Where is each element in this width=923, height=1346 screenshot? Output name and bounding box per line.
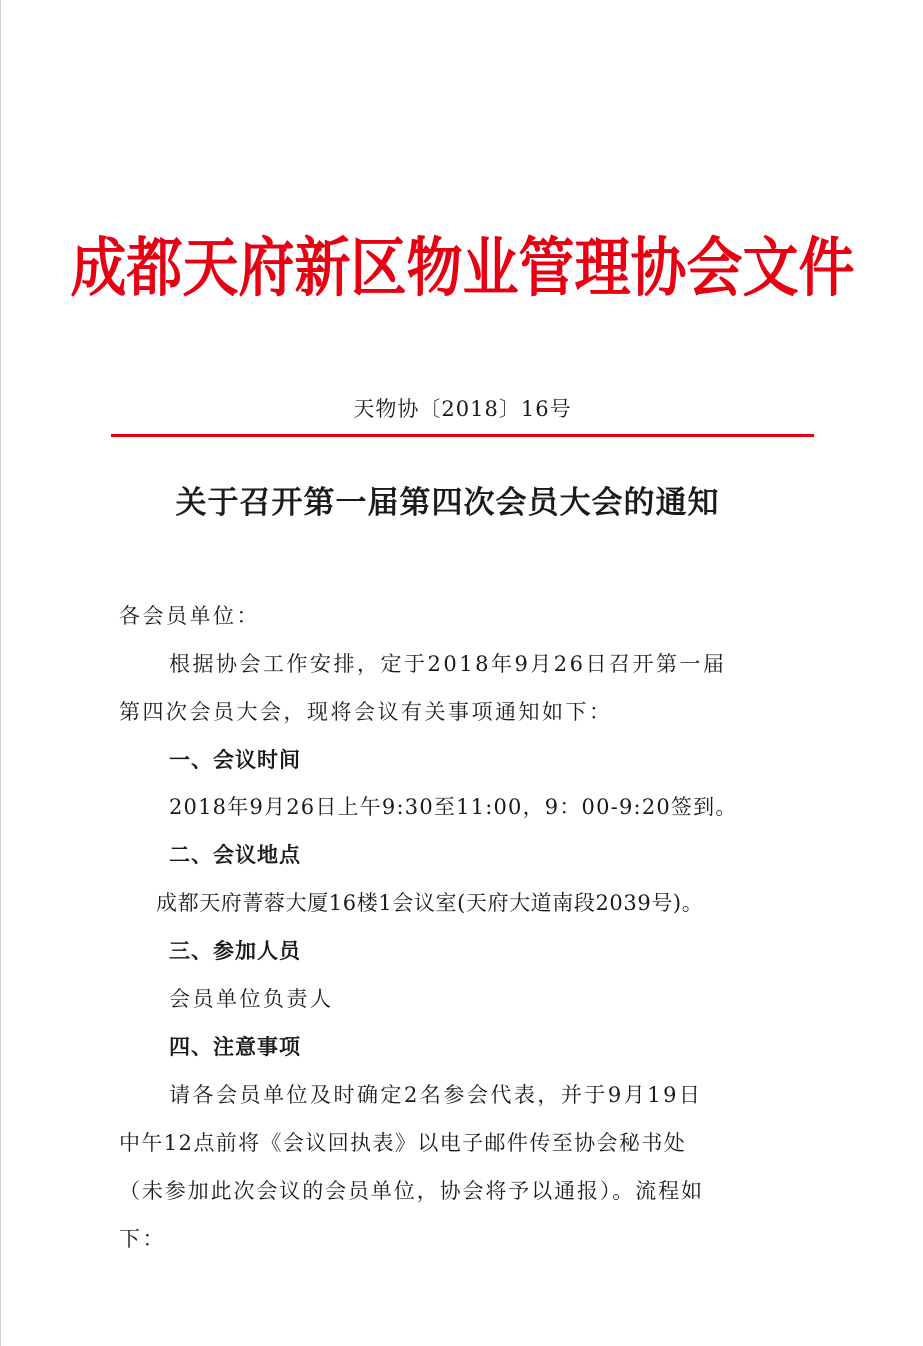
organization-header: 成都天府新区物业管理协会文件 <box>70 230 855 306</box>
section-heading-attendees: 三、参加人员 <box>169 939 301 963</box>
section-notes-line-2: 中午12点前将《会议回执表》以电子邮件传至协会秘书处 <box>119 1131 687 1155</box>
intro-line-2: 第四次会员大会，现将会议有关事项通知如下： <box>119 700 613 724</box>
section-attendees-text: 会员单位负责人 <box>169 987 334 1011</box>
section-notes-line-1: 请各会员单位及时确定2名参会代表，并于9月19日 <box>169 1083 703 1107</box>
section-notes-line-4: 下： <box>119 1227 166 1251</box>
section-heading-time: 一、会议时间 <box>169 748 301 772</box>
section-notes-line-3: （未参加此次会议的会员单位，协会将予以通报）。流程如 <box>119 1179 704 1203</box>
document-number: 天物协〔2018〕16号 <box>353 397 572 421</box>
red-divider-line <box>111 434 814 437</box>
section-location-text: 成都天府菁蓉大厦16楼1会议室(天府大道南段2039号)。 <box>156 891 704 915</box>
section-heading-location: 二、会议地点 <box>169 843 301 867</box>
section-time-text: 2018年9月26日上午9:30至11:00，9：00-9:20签到。 <box>169 795 738 819</box>
salutation: 各会员单位： <box>119 604 260 628</box>
section-heading-notes: 四、注意事项 <box>169 1035 301 1059</box>
intro-line-1: 根据协会工作安排，定于2018年9月26日召开第一届 <box>169 652 727 676</box>
notice-title: 关于召开第一届第四次会员大会的通知 <box>175 485 720 521</box>
